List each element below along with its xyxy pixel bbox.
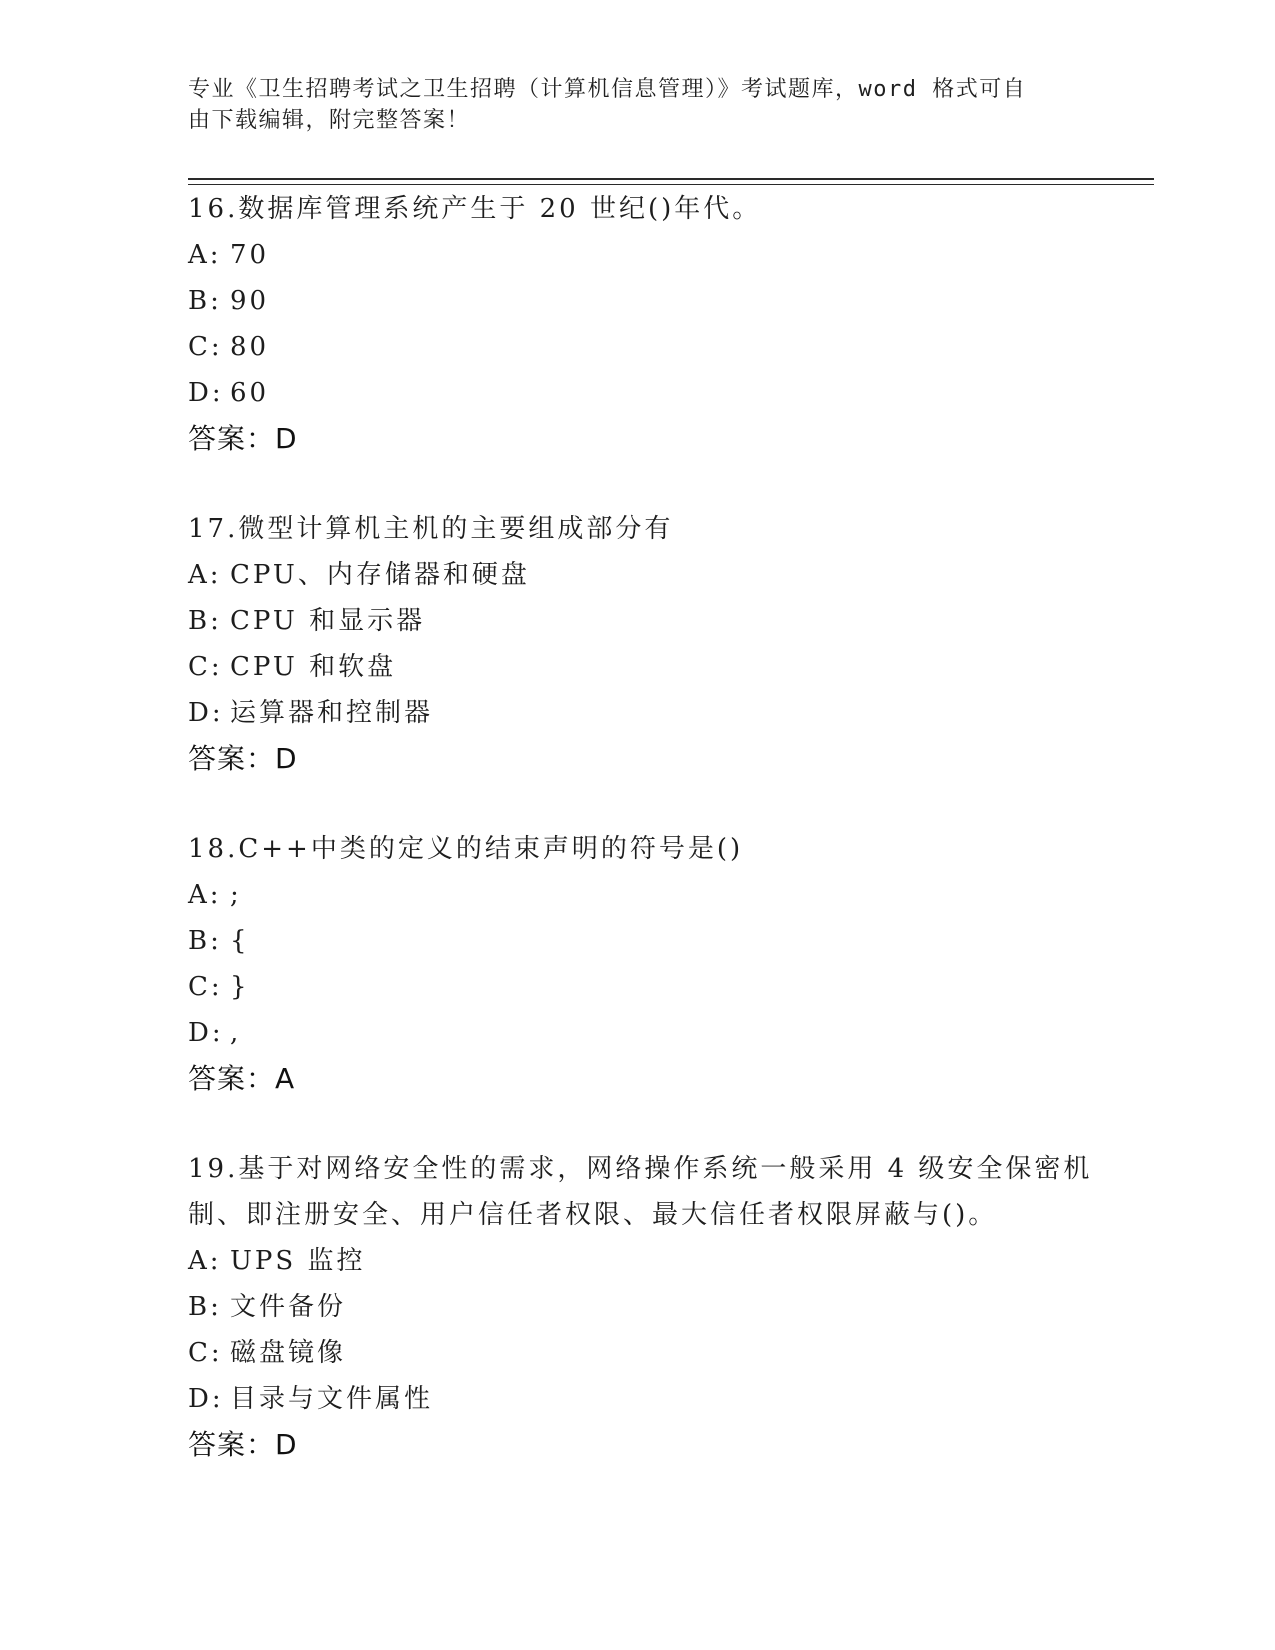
option-a [188,1238,1088,1284]
option-b [188,918,1088,964]
option-letter: A: [188,880,222,910]
question-stem: 18.C++中类的定义的结束声明的符号是() [188,834,744,864]
option-letter: D: [188,378,224,408]
answer-label: 答案：A [188,1062,296,1095]
option-d [188,1010,1088,1056]
option-text: CPU 和软盘 [230,652,397,682]
option-a [188,872,1088,918]
option-text: 运算器和控制器 [230,698,434,728]
option-text: CPU 和显示器 [230,606,426,636]
option-c [188,1330,1088,1376]
question-19 [188,1146,1093,1468]
option-text: { [230,926,250,956]
option-text: 60 [230,378,270,408]
option-letter: A: [188,240,222,270]
option-letter: C: [188,332,223,362]
option-d [188,690,1088,736]
option-text: 80 [230,332,270,362]
option-letter: D: [188,1384,224,1414]
option-b [188,598,1088,644]
option-letter: A: [188,1246,222,1276]
question-stem: 17.微型计算机主机的主要组成部分有 [188,514,674,544]
answer-label: 答案：D [188,742,298,775]
option-c [188,644,1088,690]
option-b [188,278,1088,324]
answer-label: 答案：D [188,1428,298,1461]
option-letter: D: [188,1018,224,1048]
option-letter: B: [188,926,222,956]
option-letter: C: [188,1338,223,1368]
option-letter: B: [188,606,222,636]
intro-line-2: 由下载编辑，附完整答案！ [188,108,471,133]
option-a [188,232,1088,278]
option-d [188,1376,1088,1422]
option-text: 70 [230,240,270,270]
option-text: 目录与文件属性 [230,1384,434,1414]
intro-line-1: 专业《卫生招聘考试之卫生招聘（计算机信息管理）》考试题库，word 格式可自 [188,77,1027,102]
answer-label: 答案：D [188,422,298,455]
option-text: 磁盘镜像 [230,1338,347,1368]
question-stem-line-1: 19.基于对网络安全性的需求，网络操作系统一般采用 4 级安全保密机 [188,1154,1093,1184]
question-stem-line-2: 制、即注册安全、用户信任者权限、最大信任者权限屏蔽与()。 [188,1200,998,1230]
header-divider-thick [188,178,1154,180]
question-stem: 16.数据库管理系统产生于 20 世纪()年代。 [188,194,762,224]
option-text: , [230,1018,242,1048]
header-divider-thin [188,184,1154,185]
question-16 [188,186,1088,462]
option-c [188,324,1088,370]
question-17 [188,506,1088,782]
option-a [188,552,1088,598]
option-letter: C: [188,652,223,682]
option-c [188,964,1088,1010]
option-d [188,370,1088,416]
option-text: UPS 监控 [230,1246,366,1276]
option-text: 90 [230,286,270,316]
option-letter: B: [188,286,222,316]
option-text: ; [230,880,242,910]
document-intro [188,74,1078,136]
option-text: 文件备份 [230,1292,347,1322]
option-letter: C: [188,972,223,1002]
option-text: } [230,972,250,1002]
question-18 [188,826,1088,1102]
option-text: CPU、内存储器和硬盘 [230,560,530,590]
option-letter: D: [188,698,224,728]
option-letter: B: [188,1292,222,1322]
option-letter: A: [188,560,222,590]
option-b [188,1284,1088,1330]
